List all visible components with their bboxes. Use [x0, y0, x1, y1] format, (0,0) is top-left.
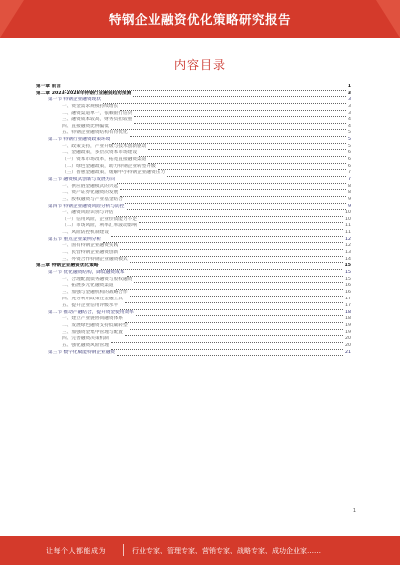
toc-entry-page: 5 [348, 130, 351, 136]
toc-leader-dots [111, 125, 346, 130]
toc-entry-text: （二）市场风险，利率汇率波动影响 [62, 223, 138, 229]
toc-entry-text: （三）普惠金融政策，缓解中小特钢企业融资压力 [62, 170, 166, 176]
toc-entry-page: 20 [345, 336, 351, 342]
toc-leader-dots [125, 298, 343, 303]
toc-entry-text: （二）绿色金融政策，助力特钢企业转型升级 [62, 163, 156, 169]
toc-entry-text: 第三节 融资模式创新与发展方向 [48, 176, 116, 182]
toc-leader-dots [120, 305, 343, 310]
toc-leader-dots [117, 179, 346, 184]
toc-entry[interactable] [36, 84, 351, 91]
toc-entry-page: 3 [348, 110, 351, 116]
toc-entry-text: （一）信用风险，企业偿债能力不足 [62, 216, 138, 222]
toc-leader-dots [120, 106, 346, 111]
toc-leader-dots [139, 225, 343, 230]
toc-entry[interactable] [36, 223, 351, 230]
toc-entry-page: 9 [348, 196, 351, 202]
toc-entry[interactable] [36, 170, 351, 177]
toc-entry-text: 一、供应链金融模式的兴起 [62, 183, 119, 189]
toc-entry-text: 二、拓展多元化融资渠道 [62, 283, 114, 289]
toc-leader-dots [111, 232, 343, 237]
toc-entry[interactable] [36, 336, 351, 343]
toc-entry-page: 18 [345, 316, 351, 322]
toc-entry[interactable] [36, 237, 351, 244]
toc-entry-page: 15 [344, 263, 351, 269]
toc-entry-text: 第二节 特钢行业融资政策环境 [48, 137, 111, 143]
toc-entry-text: 三、加强资金集中管理与配置 [62, 329, 123, 335]
toc-entry[interactable] [36, 217, 351, 224]
toc-entry-text: 第一节 优化融资结构，降低融资成本 [48, 269, 125, 275]
toc-entry-text: 一、政策支持，产业升级与技术创新驱动 [62, 143, 147, 149]
toc-entry-page: 16 [345, 283, 351, 289]
toc-entry[interactable] [36, 290, 351, 297]
toc-entry[interactable] [36, 144, 351, 151]
toc-entry-page: 15 [345, 276, 351, 282]
toc-entry[interactable] [36, 91, 351, 98]
toc-entry-page: 12 [345, 243, 351, 249]
toc-entry-text: 二、风险防控机制建设 [62, 230, 109, 236]
toc-leader-dots [103, 238, 343, 243]
toc-leader-dots [130, 292, 343, 297]
table-of-contents [36, 84, 351, 356]
toc-entry-text: 五、提升企业信用评级水平 [62, 303, 119, 309]
toc-entry-page: 20 [345, 342, 351, 348]
toc-entry[interactable] [36, 130, 351, 137]
toc-title: 内容目录 [173, 58, 226, 72]
toc-leader-dots [130, 132, 346, 137]
toc-entry-page: 9 [348, 203, 351, 209]
toc-entry-text: 第三节 数字化赋能特钢企业融资 [48, 349, 116, 355]
toc-leader-dots [167, 172, 346, 177]
toc-leader-dots [139, 218, 343, 223]
toc-leader-dots [134, 119, 346, 124]
toc-entry[interactable] [36, 330, 351, 337]
toc-entry[interactable] [36, 277, 351, 284]
toc-entry-text: 二、发展绿色融资支持低碳转型 [62, 323, 128, 329]
toc-entry[interactable] [36, 97, 351, 104]
toc-entry-page: 5 [348, 137, 351, 143]
toc-entry[interactable] [36, 316, 351, 323]
toc-entry[interactable] [36, 111, 351, 118]
report-header [0, 0, 400, 38]
toc-leader-dots [101, 265, 343, 270]
toc-entry[interactable] [36, 343, 351, 350]
toc-entry-page: 8 [348, 183, 351, 189]
toc-entry[interactable] [36, 257, 351, 264]
toc-leader-dots [148, 145, 346, 150]
toc-leader-dots [125, 199, 346, 204]
toc-entry-text: 四、完善融资决策机制 [62, 336, 109, 342]
toc-leader-dots [120, 252, 343, 257]
toc-leader-dots [139, 152, 346, 157]
toc-leader-dots [117, 351, 343, 356]
toc-leader-dots [130, 258, 343, 263]
toc-entry-text: 五、特钢企业融资结构有待优化 [62, 130, 128, 136]
toc-leader-dots [127, 272, 344, 277]
toc-entry-text: 二、融资渠道单一，依赖银行信贷 [62, 110, 133, 116]
toc-entry-text: 第二章 2023-2028年特钢行业融资趋势预测 [36, 90, 132, 96]
toc-leader-dots [116, 285, 343, 290]
toc-entry-page: 3 [347, 90, 351, 96]
toc-entry[interactable] [36, 243, 351, 250]
toc-leader-dots [120, 185, 346, 190]
toc-entry-page: 3 [348, 97, 351, 103]
toc-entry-text: 第三章 特钢企业融资优化策略 [36, 263, 99, 269]
toc-entry-text: 三、股权融资与产业基金结合 [62, 196, 123, 202]
toc-entry[interactable] [36, 177, 351, 184]
report-title: 特钢企业融资优化策略研究报告 [108, 12, 291, 27]
toc-entry-page: 8 [348, 190, 351, 196]
toc-entry-text: （一）资本市场改革，拓宽直接融资渠道 [62, 157, 147, 163]
toc-entry-page: 14 [345, 256, 351, 262]
footer-tagline: 行业专家、管理专家、营销专家、战略专家、成功企业家…… [132, 547, 321, 555]
toc-entry[interactable] [36, 270, 351, 277]
toc-entry-text: 二、资产证券化融资的发展 [62, 190, 119, 196]
toc-entry-text: 一、资金需求规模持续增长 [62, 103, 119, 109]
toc-entry[interactable] [36, 263, 351, 270]
toc-entry-text: 第一节 特钢企业融资现状 [48, 97, 102, 103]
toc-entry[interactable] [36, 104, 351, 111]
toc-entry-page: 5 [348, 143, 351, 149]
toc-entry-text: 二、金融政策，多层次资本市场建设 [62, 150, 138, 156]
toc-entry-text: 一、合理配置债务融资与股权融资 [62, 276, 133, 282]
toc-leader-dots [134, 278, 343, 283]
toc-entry-page: 7 [348, 176, 351, 182]
toc-entry[interactable] [36, 164, 351, 171]
toc-leader-dots [120, 192, 346, 197]
toc-entry-page: 10 [345, 216, 351, 222]
toc-entry[interactable] [36, 350, 351, 357]
toc-entry[interactable] [36, 137, 351, 144]
toc-entry-text: 第二节 推动产融结合，提升资金使用效率 [48, 309, 134, 315]
toc-entry-page: 18 [345, 309, 351, 315]
footer-divider [123, 544, 124, 556]
toc-entry-page: 3 [348, 103, 351, 109]
toc-leader-dots [125, 331, 343, 336]
toc-entry-page: 6 [348, 163, 351, 169]
toc-leader-dots [158, 165, 346, 170]
toc-leader-dots [120, 245, 343, 250]
toc-entry[interactable] [36, 303, 351, 310]
toc-entry-text: 第四节 特钢企业融资风险分析与防控 [48, 203, 125, 209]
toc-leader-dots [133, 92, 345, 97]
toc-entry[interactable] [36, 283, 351, 290]
toc-entry[interactable] [36, 310, 351, 317]
toc-leader-dots [116, 212, 343, 217]
toc-entry-text: 第一章 前言 [36, 84, 62, 89]
toc-entry[interactable] [36, 190, 351, 197]
toc-leader-dots [134, 112, 346, 117]
toc-entry-text: 三、外资合作特钢企业融资模式 [62, 256, 128, 262]
toc-entry-page: 21 [345, 349, 351, 355]
toc-entry-page: 6 [348, 150, 351, 156]
toc-entry-page: 11 [345, 223, 351, 229]
toc-entry[interactable] [36, 150, 351, 157]
toc-entry-page: 6 [348, 157, 351, 163]
toc-leader-dots [111, 338, 343, 343]
toc-leader-dots [130, 325, 343, 330]
toc-entry-page: 17 [345, 296, 351, 302]
toc-entry-page: 12 [345, 236, 351, 242]
toc-entry[interactable] [36, 117, 351, 124]
toc-entry-text: 一、融资风险识别与评估 [62, 210, 114, 216]
toc-leader-dots [103, 99, 346, 104]
toc-entry[interactable] [36, 323, 351, 330]
toc-entry-text: 五、强化融资风险管理 [62, 342, 109, 348]
toc-leader-dots [136, 311, 343, 316]
toc-entry[interactable] [36, 250, 351, 257]
toc-entry[interactable] [36, 197, 351, 204]
toc-leader-dots [148, 159, 346, 164]
toc-entry[interactable] [36, 184, 351, 191]
page-footer [0, 536, 400, 565]
toc-entry-page: 4 [348, 117, 351, 123]
footer-slogan: 让每个人都能成为 [46, 547, 106, 555]
toc-leader-dots [125, 318, 343, 323]
toc-entry-text: 四、直接融资比例偏低 [62, 123, 109, 129]
toc-leader-dots [127, 205, 347, 210]
page-number: 1 [352, 508, 356, 514]
toc-entry-page: 15 [345, 269, 351, 275]
toc-entry[interactable] [36, 230, 351, 237]
toc-entry-text: 一、国有特钢企业融资实践 [62, 243, 119, 249]
toc-entry-page: 19 [345, 329, 351, 335]
toc-entry[interactable] [36, 210, 351, 217]
toc-entry[interactable] [36, 204, 351, 211]
toc-entry-page: 4 [348, 123, 351, 129]
toc-entry-page: 11 [345, 230, 351, 236]
toc-entry-page: 10 [345, 210, 351, 216]
toc-entry-page: 17 [345, 303, 351, 309]
toc-entry-page: 13 [345, 250, 351, 255]
toc-entry-text: 四、充分利用政策性金融工具 [62, 296, 123, 302]
toc-leader-dots [111, 345, 343, 350]
toc-entry-page: 16 [345, 289, 351, 295]
toc-entry-text: 三、融资成本较高，财务负担较重 [62, 117, 133, 123]
toc-entry-page: 1 [347, 84, 351, 89]
toc-entry-text: 一、建立产业链协同融资体系 [62, 316, 123, 322]
toc-entry[interactable] [36, 297, 351, 304]
toc-entry[interactable] [36, 124, 351, 131]
toc-entry-page: 19 [345, 323, 351, 329]
toc-entry-text: 第五节 重点企业案例分析 [48, 236, 102, 242]
toc-leader-dots [112, 139, 346, 144]
toc-entry-text: 二、民营特钢企业融资创新 [62, 250, 119, 255]
toc-entry-page: 7 [348, 170, 351, 176]
toc-entry-text: 三、加强与金融机构的战略合作 [62, 289, 128, 295]
toc-entry[interactable] [36, 157, 351, 164]
